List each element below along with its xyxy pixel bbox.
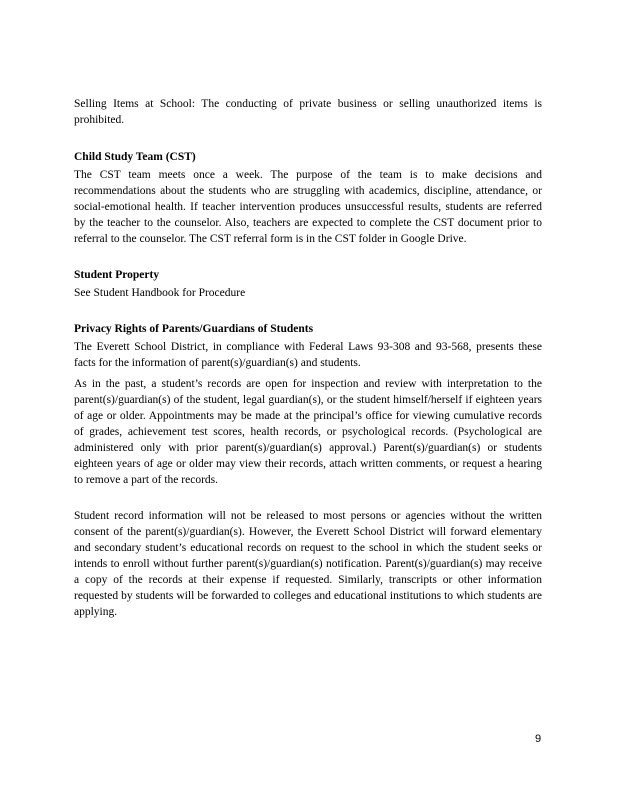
page-number: 9 [535,733,542,745]
cst-heading: Child Study Team (CST) [74,151,196,163]
cst-paragraph: The CST team meets once a week. The purpose of the team is to make decisions and recommendations about the students who are struggling with academics, discipline, attendance, or social-emotional health. If teacher intervention produces unsuccessful results, students are referred by the teacher to the counselor. Also, teachers are expected to complete the CST document prior to referral to the counselor. The CST referral form is in the CST folder in Google Drive. [74,169,542,245]
privacy-paragraph-1: The Everett School District, in compliance with Federal Laws 93-308 and 93-568, presents these facts for the information of parent(s)/guardian(s) and students. [74,341,542,369]
privacy-paragraph-3: Student record information will not be released to most persons or agencies without the written consent of the parent(s)/guardian(s). However, the Everett School District will forward elementary and secondary student’s educational records on request to the school in which the student seeks or intends to enroll without further parent(s)/guardian(s) notification. Parent(s)/guardian(s) may receive a copy of the records at their expense if requested. Similarly, transcripts or other information requested by students will be forwarded to colleges and educational institutions to which students are applying. [74,510,542,618]
privacy-rights-heading: Privacy Rights of Parents/Guardians of Students [74,323,314,335]
student-property-paragraph: See Student Handbook for Procedure [74,287,246,299]
selling-items-paragraph: Selling Items at School: The conducting of private business or selling unauthorized items is prohibited. [74,98,542,126]
student-property-heading: Student Property [74,269,160,281]
document-page [74,96,542,620]
privacy-paragraph-2: As in the past, a student’s records are open for inspection and review with interpretation to the parent(s)/guardian(s) of the student, legal guardian(s), or the student himself/herself if eighteen years of age or older. Appointments may be made at the principal’s office for viewing cumulative records of grades, achievement test scores, health records, or psychological records. (Psychological are administered only with prior parent(s)/guardian(s) approval.) Parent(s)/guardian(s) or students eighteen years of age or older may view their records, attach written comments, or request a hearing to remove a part of the records. [74,378,542,486]
